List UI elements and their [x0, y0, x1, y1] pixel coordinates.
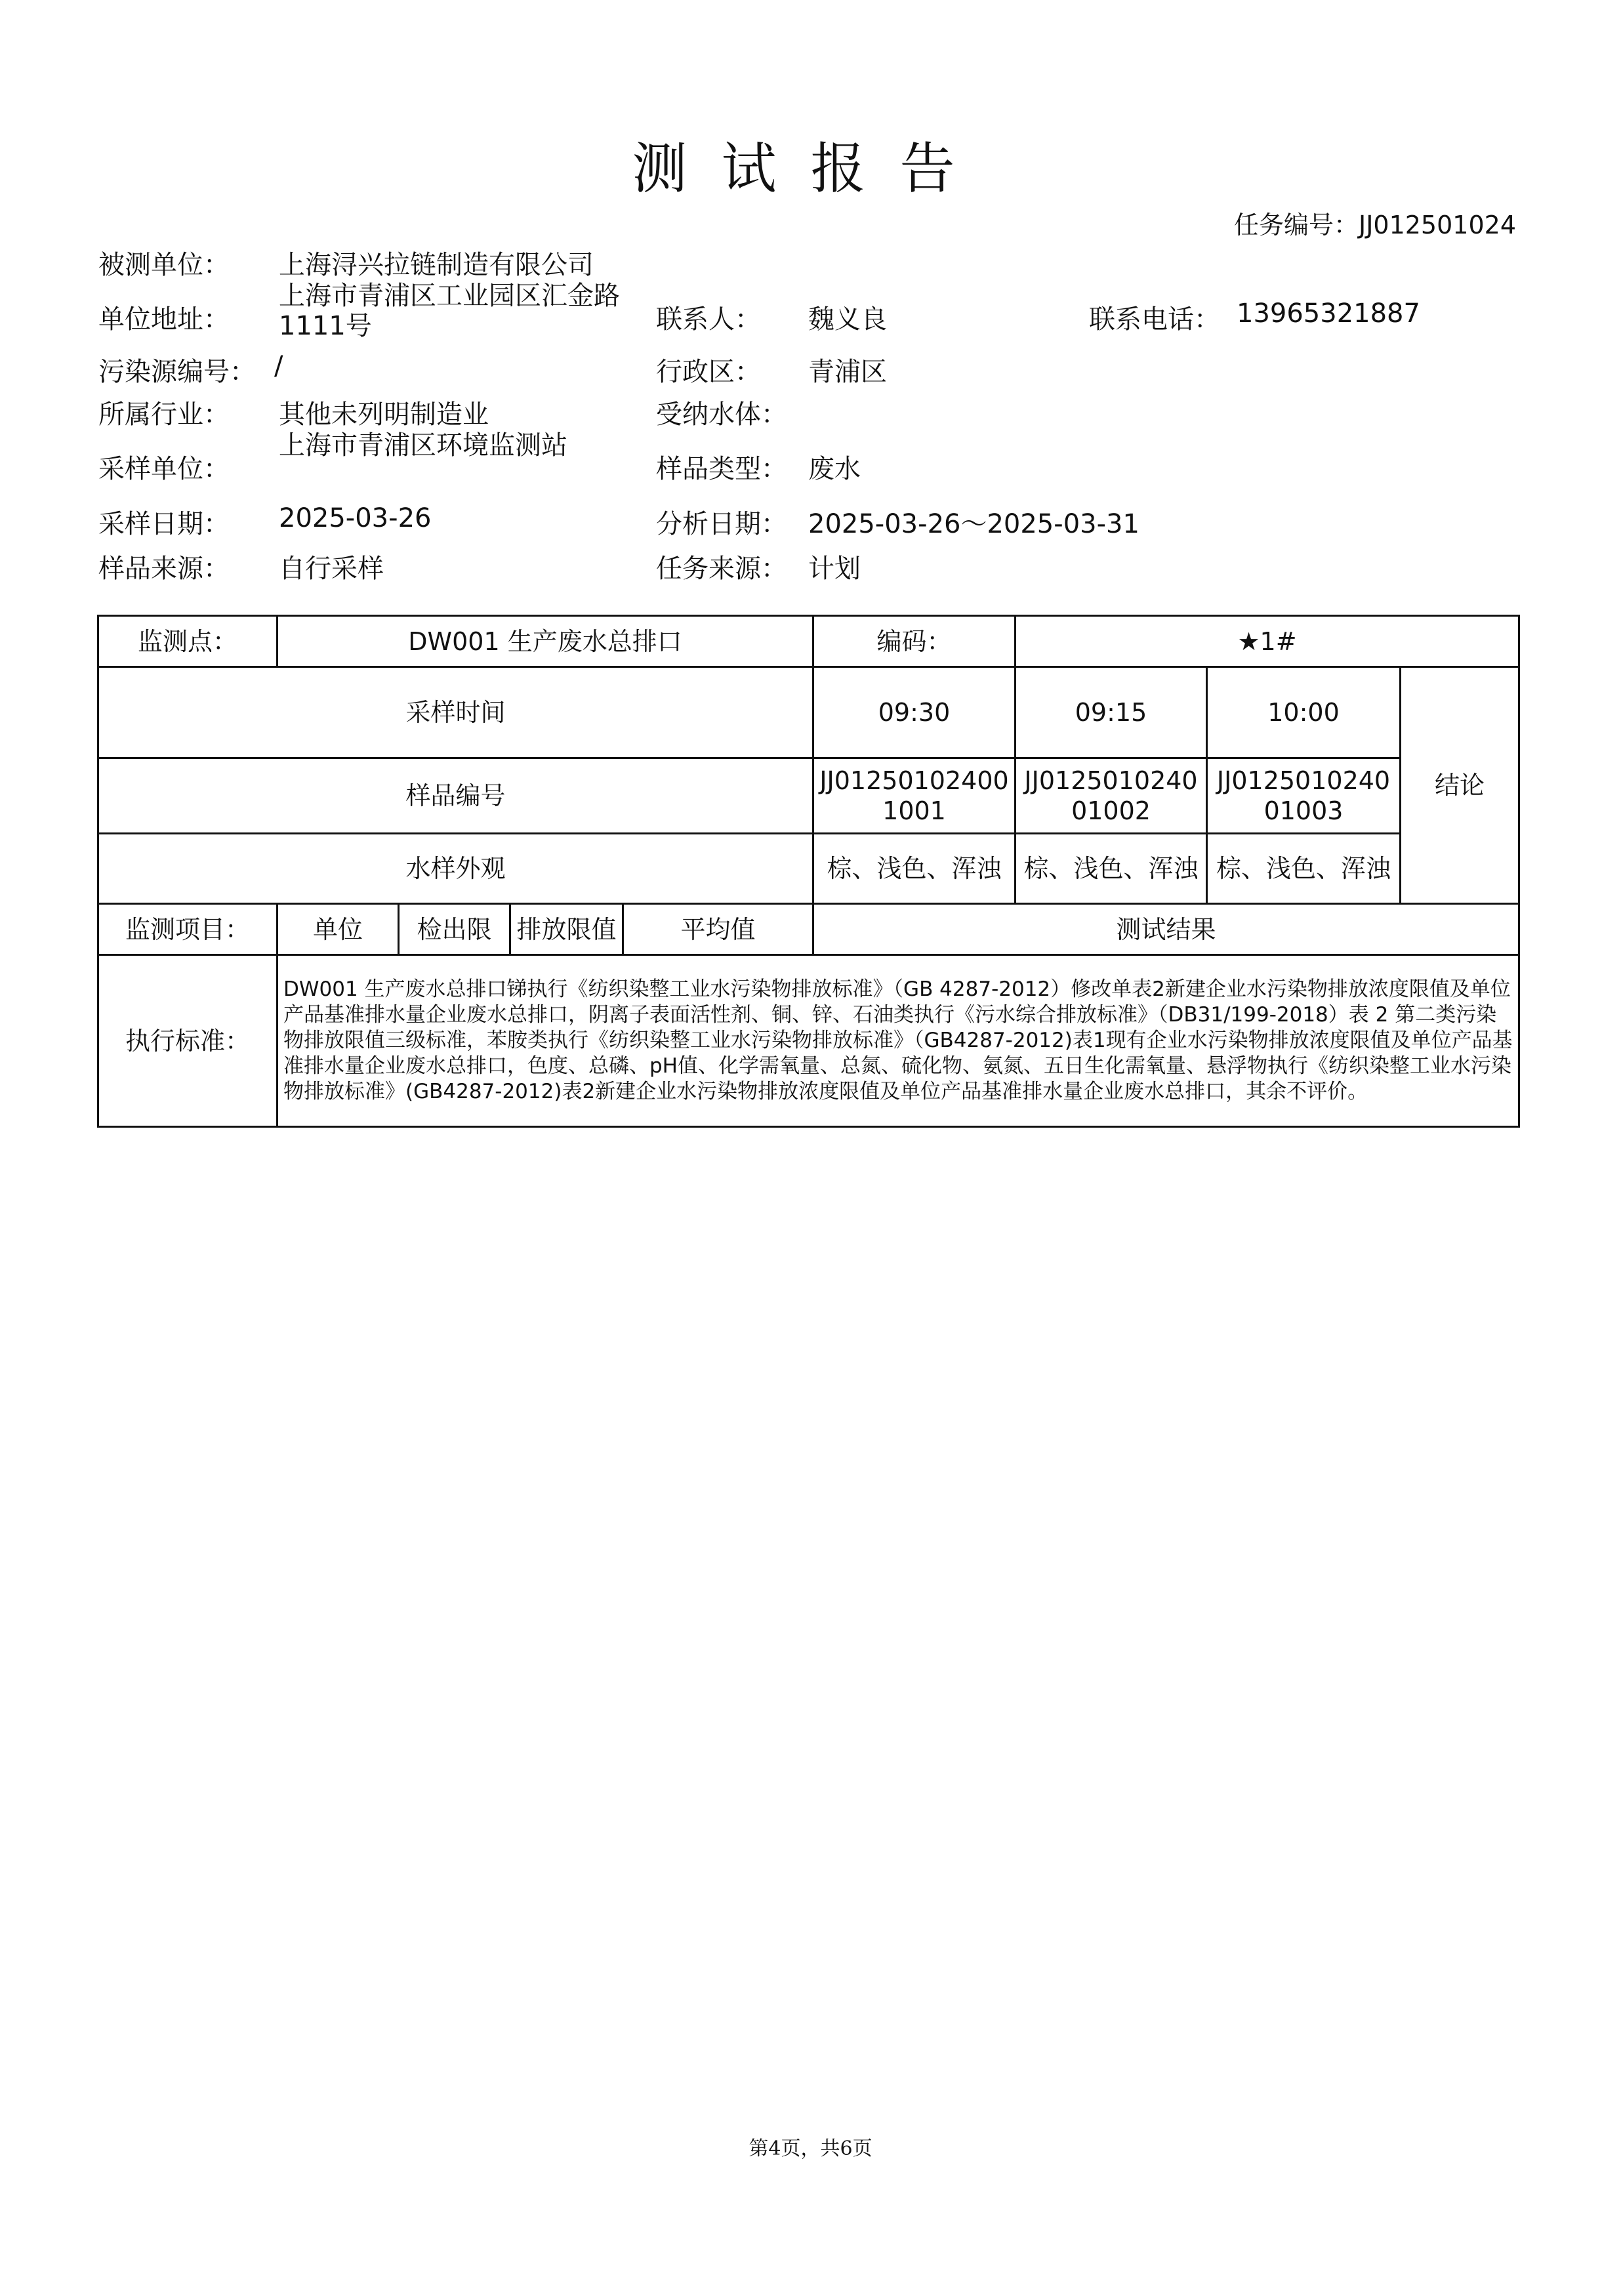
sampling-time-3: 10:00: [1207, 667, 1401, 758]
sample-no-label: 样品编号: [98, 758, 813, 834]
table-row: [98, 955, 1519, 1127]
detection-limit-header: 检出限: [399, 904, 510, 955]
conclusion-label: 结论: [1401, 667, 1519, 904]
sampling-time-label: 采样时间: [98, 667, 813, 758]
table-row: [98, 667, 1519, 758]
sample-source-label: 样品来源：: [98, 554, 230, 584]
table-row: [98, 616, 1519, 667]
sample-no-2: JJ012501024001002: [1016, 758, 1207, 834]
sample-source-value: 自行采样: [279, 554, 384, 584]
task-number: [1234, 205, 1516, 241]
industry-label: 所属行业：: [98, 400, 230, 430]
tested-unit-value: 上海浔兴拉链制造有限公司: [279, 250, 594, 280]
monitoring-point-label: 监测点：: [98, 616, 277, 667]
table-row: [98, 758, 1519, 834]
sampling-date-label: 采样日期：: [98, 509, 230, 539]
address-label: 单位地址：: [98, 304, 230, 335]
sample-type-label: 样品类型：: [656, 454, 787, 484]
table-row: [98, 904, 1519, 955]
appearance-label: 水样外观: [98, 834, 813, 904]
source-no-label: 污染源编号：: [98, 357, 256, 387]
sampling-date-value: 2025-03-26: [279, 503, 432, 533]
sample-type-value: 废水: [808, 454, 861, 484]
appearance-1: 棕、浅色、浑浊: [813, 834, 1016, 904]
analysis-date-label: 分析日期：: [656, 509, 787, 539]
appearance-2: 棕、浅色、浑浊: [1016, 834, 1207, 904]
tested-unit-label: 被测单位：: [98, 250, 230, 280]
standard-text: DW001 生产废水总排口锑执行《纺织染整工业水污染物排放标准》（GB 4287-2012）修改单表2新建企业水污染物排放浓度限值及单位产品基准排水量企业废水总排口，阴离子表面活性剂、铜、锌、石油类执行《污水综合排放标准》（DB31/199-2018）表 2 第二类污染物排放限值三级标准，苯胺类执行《纺织染整工业水污染物排放标准》（GB4287-2012)表1现有企业水污染物排放浓度限值及单位产品基准排水量企业废水总排口，色度、总磷、pH值、化学需氧量、总氮、硫化物、氨氮、五日生化需氧量、悬浮物执行《纺织染整工业水污染物排放标准》(GB4287-2012)表2新建企业水污染物排放浓度限值及单位产品基准排水量企业废水总排口，其余不评价。: [277, 955, 1519, 1127]
average-header: 平均值: [623, 904, 813, 955]
source-no-value: /: [274, 351, 283, 381]
monitoring-point-value: DW001 生产废水总排口: [277, 616, 813, 667]
sampling-unit-value: 上海市青浦区环境监测站: [279, 430, 567, 461]
task-source-label: 任务来源：: [656, 554, 787, 584]
report-title: 测试报告: [632, 136, 989, 201]
item-label: 监测项目：: [98, 904, 277, 955]
address-value: 上海市青浦区工业园区汇金路1111号: [279, 281, 620, 341]
code-value: ★1#: [1016, 616, 1519, 667]
district-label: 行政区：: [656, 357, 761, 387]
sampling-time-2: 09:15: [1016, 667, 1207, 758]
sample-no-1: JJ012501024001001: [813, 758, 1016, 834]
industry-value: 其他未列明制造业: [279, 400, 489, 430]
sample-no-3: JJ012501024001003: [1207, 758, 1401, 834]
page-number: 第4页，共6页: [749, 2137, 872, 2160]
sampling-unit-label: 采样单位：: [98, 454, 230, 484]
results-table: [97, 615, 1520, 1128]
receiving-water-label: 受纳水体：: [656, 400, 787, 430]
task-number-label: 任务编号：: [1233, 211, 1359, 239]
analysis-date-value: 2025-03-26～2025-03-31: [808, 509, 1139, 539]
district-value: 青浦区: [808, 357, 887, 387]
task-number-value: JJ012501024: [1358, 211, 1516, 239]
phone-label: 联系电话：: [1089, 304, 1220, 335]
standard-label: 执行标准：: [98, 955, 277, 1127]
code-label: 编码：: [813, 616, 1016, 667]
appearance-3: 棕、浅色、浑浊: [1207, 834, 1401, 904]
sampling-time-1: 09:30: [813, 667, 1016, 758]
unit-header: 单位: [277, 904, 399, 955]
result-header: 测试结果: [813, 904, 1519, 955]
contact-label: 联系人：: [656, 304, 761, 335]
emission-limit-header: 排放限值: [510, 904, 623, 955]
contact-value: 魏义良: [808, 304, 887, 335]
task-source-value: 计划: [808, 554, 861, 584]
table-row: [98, 834, 1519, 904]
phone-value: 13965321887: [1237, 298, 1420, 329]
